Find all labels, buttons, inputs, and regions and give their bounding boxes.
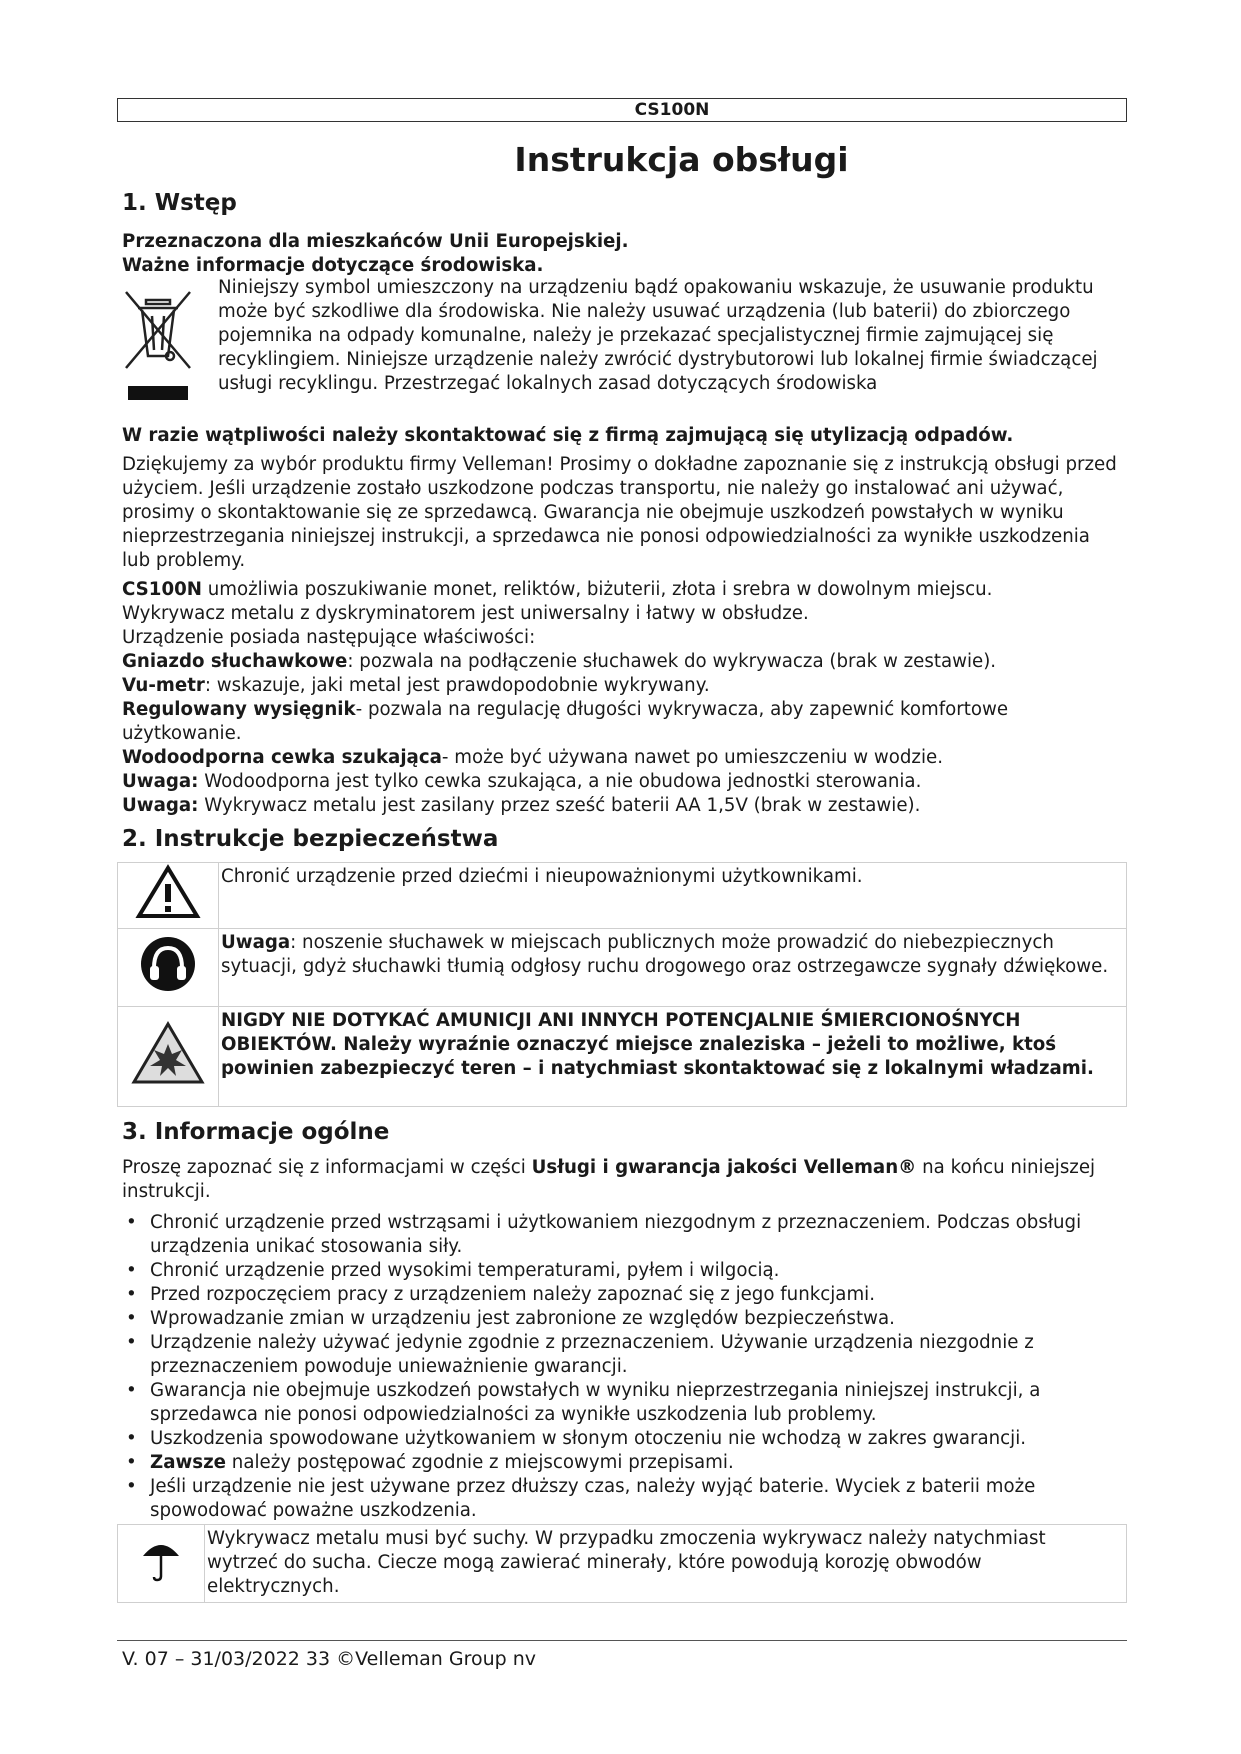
safety-text-bold: Uwaga (221, 932, 291, 953)
note-waterproof (122, 770, 1122, 794)
intro-line-3: Urządzenie posiada następujące właściwości: (122, 627, 536, 648)
feature-waterproof-coil (122, 746, 1122, 770)
thanks-paragraph: Dziękujemy za wybór produktu firmy Velleman! Prosimy o dokładne zapoznanie się z instrukcją obsługi przed użyciem. Jeśli urządzenie zostało uszkodzone podczas transportu, nie należy go instalować ani używać, prosimy o skontaktowanie się ze sprzedawcą. Gwarancja nie obejmuje uszkodzeń powstałych w wyniku nieprzestrzegania niniejszej instrukcji, a sprzedawca nie ponosi odpowiedzialności za wynikłe uszkodzenia lub problemy. (122, 454, 1117, 571)
bullet-text: Chronić urządzenie przed wysokimi temperaturami, pyłem i wilgocią. (150, 1260, 780, 1281)
page-title: Instrukcja obsługi (514, 140, 849, 179)
dry-note-row (118, 1525, 1127, 1603)
model-label: CS100N (634, 100, 710, 120)
safety-table (117, 862, 1127, 1107)
safety-row (118, 863, 1127, 929)
feature-label: Gniazdo słuchawkowe (122, 651, 348, 672)
list-item (122, 1283, 1122, 1307)
list-item (122, 1427, 1122, 1451)
list-item (122, 1451, 1122, 1475)
intro-line-1-rest: umożliwia poszukiwanie monet, reliktów, biżuterii, złota i srebra w dowolnym miejscu. (201, 579, 993, 600)
bullet-bold: Zawsze (150, 1452, 227, 1473)
section-2-heading: 2. Instrukcje bezpieczeństwa (122, 826, 499, 852)
feature-text: - pozwala na regulację długości wykrywacza, aby zapewnić komfortowe użytkowanie. (122, 699, 1009, 744)
section-3-heading: 3. Informacje ogólne (122, 1119, 390, 1145)
disposal-contact-line: W razie wątpliwości należy skontaktować się z firmą zajmującą się utylizacją odpadów. (122, 425, 1014, 446)
explosive-warning-icon (130, 1070, 206, 1091)
safety-icon-cell (118, 1007, 219, 1107)
feature-label: Vu-metr (122, 675, 205, 696)
feature-label: Wodoodporna cewka szukająca (122, 747, 442, 768)
product-name: CS100N (122, 579, 202, 600)
dry-note-icon-cell (118, 1525, 205, 1603)
feature-vu-meter (122, 674, 1122, 698)
list-item (122, 1211, 1122, 1259)
feature-adjustable-arm (122, 698, 1122, 746)
intro-line-2: Wykrywacz metalu z dyskryminatorem jest uniwersalny i łatwy w obsłudze. (122, 603, 809, 624)
feature-label: Regulowany wysięgnik (122, 699, 356, 720)
safety-text-bold: NIGDY NIE DOTYKAĆ AMUNICJI ANI INNYCH POTENCJALNIE ŚMIERCIONOŚNYCH OBIEKTÓW. Należy wyraźnie oznaczyć miejsce znaleziska – jeżeli to możliwe, ktoś powinien zabezpieczyć teren – i natychmiast skontaktować się z lokalnymi władzami. (221, 1010, 1094, 1079)
crossed-bin-icon (120, 288, 200, 412)
safety-icon-cell (118, 863, 219, 929)
eu-line: Przeznaczona dla mieszkańców Unii Europejskiej. (122, 231, 629, 252)
footer-divider (117, 1640, 1127, 1641)
list-item (122, 1259, 1122, 1283)
header-box (117, 98, 1127, 122)
bullet-text: należy postępować zgodnie z miejscowymi przepisami. (226, 1452, 734, 1473)
weee-description: Niniejszy symbol umieszczony na urządzeniu bądź opakowaniu wskazuje, że usuwanie produktu może być szkodliwe dla środowiska. Nie należy usuwać urządzenia (lub baterii) do zbiorczego pojemnika na odpady komunalne, należy je przekazać specjalistycznej firmie zajmującej się recyklingiem. Niniejsze urządzenie należy zwrócić dystrybutorowi lub lokalnej firmie świadczącej usługi recyklingu. Przestrzegać lokalnych zasad dotyczących środowiska (218, 277, 1098, 394)
note-text: Wodoodporna jest tylko cewka szukająca, a nie obudowa jednostki sterowania. (198, 771, 922, 792)
safety-row (118, 929, 1127, 1007)
safety-icon-cell (118, 929, 219, 1007)
feature-headphone-jack (122, 650, 1122, 674)
note-label: Uwaga: (122, 795, 199, 816)
note-label: Uwaga: (122, 771, 199, 792)
list-item (122, 1331, 1122, 1379)
bullet-text: Chronić urządzenie przed wstrząsami i użytkowaniem niezgodnym z przeznaczeniem. Podczas obsługi urządzenia unikać stosowania siły. (150, 1212, 1082, 1257)
note-text: Wykrywacz metalu jest zasilany przez sześć baterii AA 1,5V (brak w zestawie). (198, 795, 921, 816)
section-3-intro (122, 1156, 1122, 1204)
safety-text: Chronić urządzenie przed dziećmi i nieupoważnionymi użytkownikami. (221, 866, 863, 887)
bullet-text: Jeśli urządzenie nie jest używane przez dłuższy czas, należy wyjąć baterie. Wyciek z baterii może spowodować poważne uszkodzenia. (150, 1476, 1036, 1521)
list-item (122, 1475, 1122, 1523)
safety-text: : noszenie słuchawek w miejscach publicznych może prowadzić do niebezpiecznych sytuacji, gdyż słuchawki tłumią odgłosy ruchu drogowego oraz ostrzegawcze sygnały dźwiękowe. (221, 932, 1109, 977)
umbrella-icon (141, 1566, 181, 1587)
warning-triangle-icon (135, 904, 201, 925)
intro-line-1 (122, 578, 1122, 602)
bullet-text: Urządzenie należy używać jedynie zgodnie z przeznaczeniem. Używanie urządzenia niezgodnie z przeznaczeniem powoduje unieważnienie gwarancji. (150, 1332, 1034, 1377)
safety-text-cell (219, 863, 1127, 929)
safety-row (118, 1007, 1127, 1107)
safety-text-cell (219, 929, 1127, 1007)
list-item (122, 1307, 1122, 1331)
intro-post: na końcu niniejszej instrukcji. (122, 1157, 1096, 1202)
safety-text-cell (219, 1007, 1127, 1107)
bullet-text: Przed rozpoczęciem pracy z urządzeniem należy zapoznać się z jego funkcjami. (150, 1284, 876, 1305)
feature-text: : pozwala na podłączenie słuchawek do wykrywacza (brak w zestawie). (347, 651, 997, 672)
page-footer: V. 07 – 31/03/2022 33 ©Velleman Group nv (122, 1648, 537, 1670)
feature-text: : wskazuje, jaki metal jest prawdopodobnie wykrywany. (204, 675, 710, 696)
headphones-mandatory-icon (138, 978, 198, 999)
list-item (122, 1379, 1122, 1427)
bullet-text: Uszkodzenia spowodowane użytkowaniem w słonym otoczeniu nie wchodzą w zakres gwarancji. (150, 1428, 1027, 1449)
bullet-text: Gwarancja nie obejmuje uszkodzeń powstałych w wyniku nieprzestrzegania niniejszej instrukcji, a sprzedawca nie ponosi odpowiedzialności za wynikłe uszkodzenia lub problemy. (150, 1380, 1041, 1425)
dry-note-table (117, 1524, 1127, 1603)
general-info-list (122, 1211, 1122, 1523)
feature-text: - może być używana nawet po umieszczeniu w wodzie. (441, 747, 944, 768)
section-1-heading: 1. Wstęp (122, 190, 237, 216)
dry-note-text-cell: Wykrywacz metalu musi być suchy. W przypadku zmoczenia wykrywacz należy natychmiast wytrzeć do sucha. Ciecze mogą zawierać minerały, które powodują korozję obwodów elektrycznych. (205, 1525, 1127, 1603)
note-batteries (122, 794, 1122, 818)
env-line: Ważne informacje dotyczące środowiska. (122, 255, 544, 276)
intro-pre: Proszę zapoznać się z informacjami w części (122, 1157, 532, 1178)
bullet-text: Wprowadzanie zmian w urządzeniu jest zabronione ze względów bezpieczeństwa. (150, 1308, 895, 1329)
velleman-service-link-text: Usługi i gwarancja jakości Velleman® (531, 1157, 917, 1178)
